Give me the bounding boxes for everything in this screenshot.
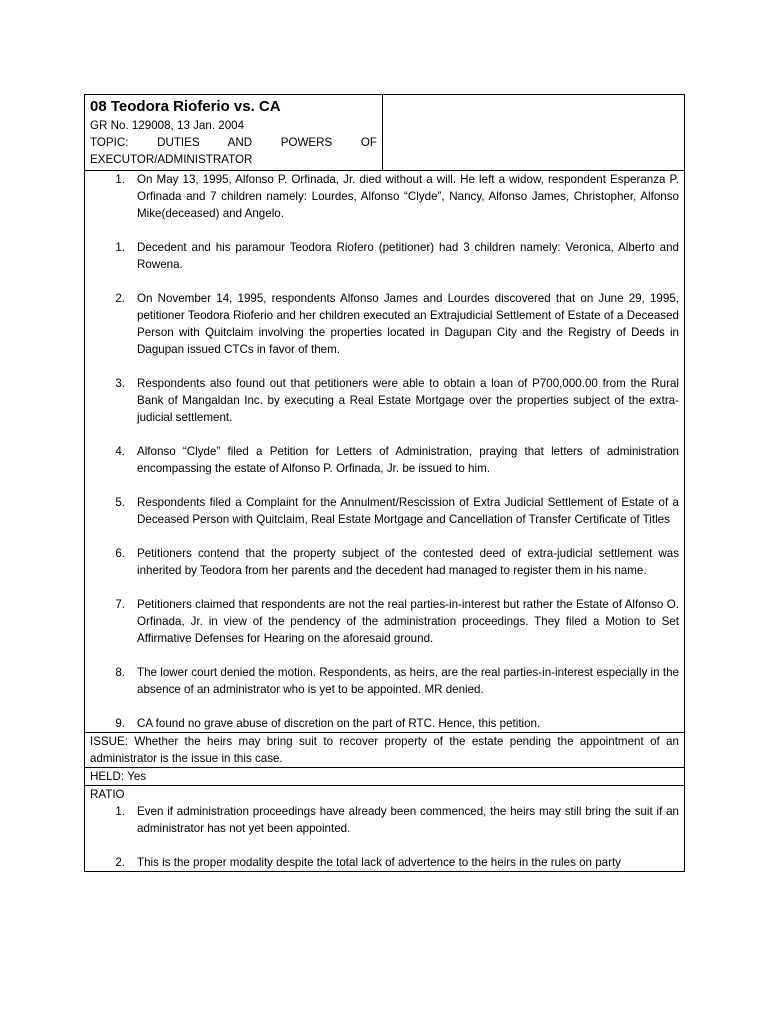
fact-text: On November 14, 1995, respondents Alfonso James and Lourdes discovered that on June 29, 1995, petitioner Teodora Rioferio and her children executed an Extrajudicial Settlement of Estate of a Deceased Person with Quitclaim involving the properties located in Dagupan City and the Registry of Deeds in Dagupan issued CTCs in favor of them. xyxy=(137,292,679,356)
fact-item xyxy=(85,715,679,732)
ratio-label: RATIO xyxy=(90,788,125,801)
fact-number: 3. xyxy=(115,377,125,390)
empty-header-cell xyxy=(383,95,684,170)
fact-text: The lower court denied the motion. Respondents, as heirs, are the real parties-in-interest especially in the absence of an administrator who is yet to be appointed. MR denied. xyxy=(137,666,679,696)
fact-number: 4. xyxy=(115,445,125,458)
gr-number: GR No. 129008, 13 Jan. 2004 xyxy=(90,119,245,132)
issue-row: ISSUE: Whether the heirs may bring suit to recover property of the estate pending the appointment of an administrator is the issue in this case. xyxy=(85,733,684,768)
header-row xyxy=(85,95,684,171)
fact-number: 5. xyxy=(115,496,125,509)
topic-line: TOPIC: DUTIES AND POWERS OF xyxy=(90,136,377,149)
fact-text: Petitioners contend that the property subject of the contested deed of extra-judicial settlement was inherited by Teodora from her parents and the decedent had managed to register them in his name. xyxy=(137,547,679,577)
fact-number: 9. xyxy=(115,717,125,730)
held-row: HELD: Yes xyxy=(85,768,684,786)
fact-item xyxy=(85,239,679,273)
fact-number: 1. xyxy=(115,173,125,186)
case-title: 08 Teodora Rioferio vs. CA xyxy=(90,98,281,115)
fact-item xyxy=(85,596,679,647)
ratio-number: 2. xyxy=(115,856,125,869)
fact-number: 6. xyxy=(115,547,125,560)
fact-item xyxy=(85,664,679,698)
topic-line-2: EXECUTOR/ADMINISTRATOR xyxy=(90,153,253,166)
fact-number: 2. xyxy=(115,292,125,305)
fact-number: 8. xyxy=(115,666,125,679)
fact-text: Decedent and his paramour Teodora Riofero (petitioner) had 3 children namely: Veronica, Alberto and Rowena. xyxy=(137,241,679,271)
fact-number: 7. xyxy=(115,598,125,611)
fact-text: Respondents also found out that petitioners were able to obtain a loan of P700,000.00 from the Rural Bank of Mangaldan Inc. by executing a Real Estate Mortgage over the properties subject of the extra-judicial settlement. xyxy=(137,377,679,424)
ratio-text: This is the proper modality despite the total lack of advertence to the heirs in the rules on party xyxy=(137,856,621,869)
fact-text: On May 13, 1995, Alfonso P. Orfinada, Jr. died without a will. He left a widow, respondent Esperanza P. Orfinada and 7 children namely: Lourdes, Alfonso “Clyde”, Nancy, Alfonso James, Christopher, Alfonso Mike(deceased) and Angelo. xyxy=(137,173,679,220)
ratio-item xyxy=(90,803,679,837)
fact-item xyxy=(85,375,679,426)
fact-number: 1. xyxy=(115,241,125,254)
fact-item xyxy=(85,171,679,222)
ratio-number: 1. xyxy=(115,805,125,818)
fact-text: Alfonso “Clyde” filed a Petition for Letters of Administration, praying that letters of administration encompassing the estate of Alfonso P. Orfinada, Jr. be issued to him. xyxy=(137,445,679,475)
facts-section xyxy=(85,171,684,733)
fact-item xyxy=(85,494,679,528)
ratio-text: Even if administration proceedings have already been commenced, the heirs may still bring the suit if an administrator has not yet been appointed. xyxy=(137,805,679,835)
ratio-item xyxy=(90,854,679,871)
fact-item xyxy=(85,545,679,579)
fact-item xyxy=(85,443,679,477)
fact-item xyxy=(85,290,679,358)
fact-text: Respondents filed a Complaint for the Annulment/Rescission of Extra Judicial Settlement of Estate of a Deceased Person with Quitclaim, Real Estate Mortgage and Cancellation of Transfer Certificate of Titles xyxy=(137,496,679,526)
fact-text: CA found no grave abuse of discretion on the part of RTC. Hence, this petition. xyxy=(137,717,541,730)
case-info-cell xyxy=(85,95,383,170)
fact-text: Petitioners claimed that respondents are not the real parties-in-interest but rather the Estate of Alfonso O. Orfinada, Jr. in view of the pendency of the administration proceedings. They filed a Motion to Set Affirmative Defenses for Hearing on the aforesaid ground. xyxy=(137,598,679,645)
ratio-section xyxy=(85,786,684,871)
case-digest-table xyxy=(84,94,685,872)
